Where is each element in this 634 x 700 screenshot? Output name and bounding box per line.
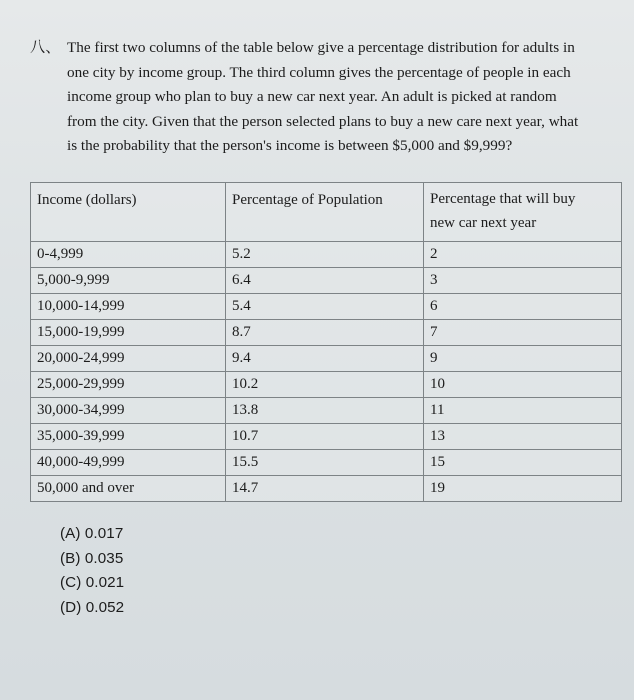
table-row bbox=[31, 346, 622, 372]
header-income: Income (dollars) bbox=[31, 183, 226, 242]
cell-income: 15,000-19,999 bbox=[31, 320, 226, 346]
cell-buy-percent: 13 bbox=[424, 424, 622, 450]
cell-population: 5.2 bbox=[226, 242, 424, 268]
table-row bbox=[31, 320, 622, 346]
cell-income: 50,000 and over bbox=[31, 476, 226, 502]
cell-population: 14.7 bbox=[226, 476, 424, 502]
table-row bbox=[31, 450, 622, 476]
table-body bbox=[31, 242, 622, 502]
cell-population: 8.7 bbox=[226, 320, 424, 346]
cell-buy-percent: 3 bbox=[424, 268, 622, 294]
question-line: one city by income group. The third column gives the percentage of people in each bbox=[67, 63, 571, 81]
question-line: The first two columns of the table below give a percentage distribution for adults in bbox=[67, 39, 575, 56]
table-row bbox=[31, 476, 622, 502]
cell-buy-percent: 15 bbox=[424, 450, 622, 476]
cell-buy-percent: 11 bbox=[424, 398, 622, 424]
cell-buy-percent: 9 bbox=[424, 346, 622, 372]
header-buy-car-line: new car next year bbox=[430, 215, 537, 231]
cell-income: 40,000-49,999 bbox=[31, 450, 226, 476]
cell-buy-percent: 2 bbox=[424, 242, 622, 268]
cell-buy-percent: 7 bbox=[424, 320, 622, 346]
answer-option-c: (C) 0.021 bbox=[60, 574, 125, 591]
header-buy-car-line: Percentage that will buy bbox=[430, 191, 576, 207]
cell-population: 5.4 bbox=[226, 294, 424, 320]
question-line: is the probability that the person's income is between $5,000 and $9,999? bbox=[67, 137, 513, 154]
question-line: income group who plan to buy a new car next year. An adult is picked at random bbox=[67, 88, 557, 105]
answer-choices bbox=[60, 522, 124, 620]
cell-population: 15.5 bbox=[226, 450, 424, 476]
cell-buy-percent: 10 bbox=[424, 372, 622, 398]
answer-option-b: (B) 0.035 bbox=[60, 549, 124, 567]
table-row bbox=[31, 294, 622, 320]
header-buy-car bbox=[424, 183, 622, 242]
question-line: from the city. Given that the person selected plans to buy a new care next year, what bbox=[67, 112, 579, 130]
income-table bbox=[30, 182, 622, 502]
table-row bbox=[31, 398, 622, 424]
question-text bbox=[67, 36, 630, 159]
question-block bbox=[30, 36, 630, 159]
cell-income: 10,000-14,999 bbox=[31, 294, 226, 320]
cell-population: 10.7 bbox=[226, 424, 424, 450]
table-row bbox=[31, 372, 622, 398]
cell-income: 30,000-34,999 bbox=[31, 398, 226, 424]
cell-population: 13.8 bbox=[226, 398, 424, 424]
table-row bbox=[31, 242, 622, 268]
question-number: 八、 bbox=[30, 39, 61, 56]
cell-population: 9.4 bbox=[226, 346, 424, 372]
table-row bbox=[31, 268, 622, 294]
cell-income: 35,000-39,999 bbox=[31, 424, 226, 450]
answer-option-d: (D) 0.052 bbox=[60, 598, 125, 616]
cell-income: 5,000-9,999 bbox=[31, 268, 226, 294]
cell-buy-percent: 6 bbox=[424, 294, 622, 320]
header-population: Percentage of Population bbox=[226, 183, 424, 242]
answer-option-a: (A) 0.017 bbox=[60, 525, 124, 542]
cell-income: 20,000-24,999 bbox=[31, 346, 226, 372]
cell-population: 10.2 bbox=[226, 372, 424, 398]
table-row bbox=[31, 424, 622, 450]
table-header-row bbox=[31, 183, 622, 242]
cell-income: 25,000-29,999 bbox=[31, 372, 226, 398]
cell-income: 0-4,999 bbox=[31, 242, 226, 268]
cell-population: 6.4 bbox=[226, 268, 424, 294]
cell-buy-percent: 19 bbox=[424, 476, 622, 502]
